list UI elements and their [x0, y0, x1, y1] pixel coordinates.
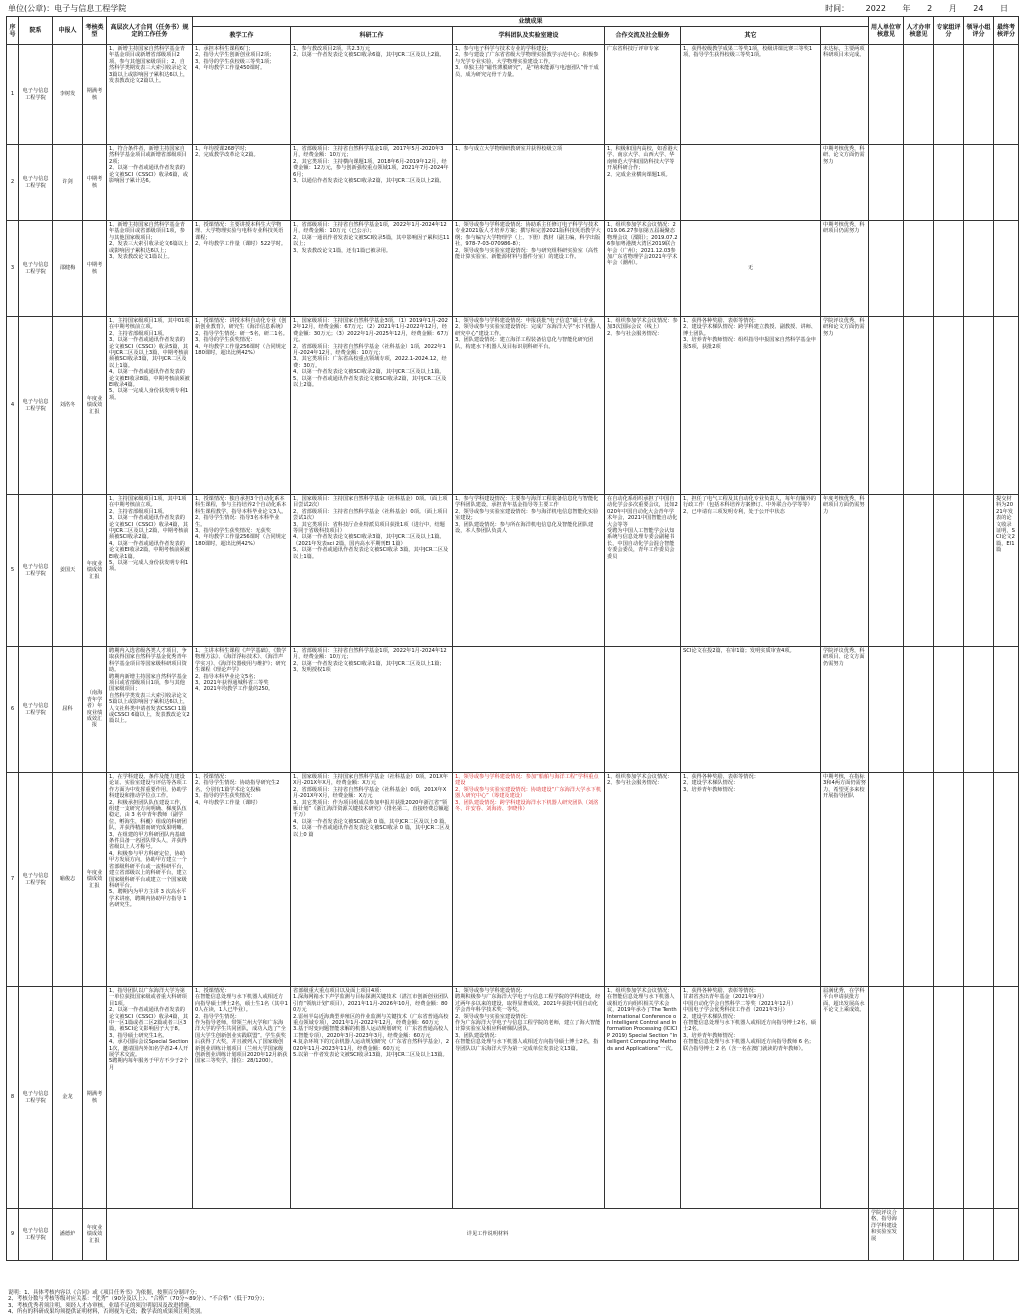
date-month: 2	[927, 4, 933, 13]
col-coop: 合作交流及社会服务	[605, 27, 681, 45]
cell-coop: 1、积极和国内高校，如香港大学、南京大学、山西大学、华南师范大学和国防科技大学等开展科研合作； 2、完成企业横向课题1项。	[605, 145, 681, 221]
cell-remark	[994, 145, 1019, 221]
cell-remark	[994, 45, 1019, 145]
cell-other	[681, 145, 821, 221]
cell-teaching: 1、授课情况： 在智能信息处理与水下机器人或相近方向指导硕士博士2名，硕士生1名（其中10人在读，1人已毕业）。 2、指导学生情况： 作为指导老师，带领兰州大学和广东海洋大学的学生共同团队，成功入选了“全国大学生创新创业实践联盟”。学生获奖后获得了大奖，并且被列入了国家级创新创业训练计划项目（兰州大学国家级创新创业训练计划项目2020年12月新获国家三等奖学，排位：28/1200）。	[193, 987, 291, 1209]
cell-seq: 8	[7, 987, 19, 1209]
date-day-unit: 日	[1000, 4, 1008, 13]
cell-team: 1、参与成立大学物理研教研室并获得校级立项	[453, 145, 605, 221]
date-year: 2022	[865, 4, 886, 13]
cell-type: 期满考核	[83, 987, 107, 1209]
cell-other: 1、获得各种奖励、表彰等情况： 甘肃省杰出青年基金（2021年9月） 中国自动化学会自然科学二等奖（2021年12月） 中国电子学会优秀科技工作者（2021年3月） 2、建设学术梯队情况： 在智能信息处理与水下机器人或相近方向指导博士2名，硕士2名。 3、培养青年教师情况： 在智能信息处理与水下机器人或相近方向指导教师 6 名；联合指导博士 2 名（含一名在澳门就读的青年教师）。	[681, 987, 821, 1209]
cell-dept: 电子与信息工程学院	[19, 987, 53, 1209]
cell-team	[453, 647, 605, 773]
col-office-opinion: 人才办审核意见	[904, 17, 934, 45]
cell-research: 1、国家级项目：主持国家自然科学基金3项，（1）2019年1月-2022年12月，经费金额：67万元；（2）2021年1月-2022年12月，经费金额：30万元；（3）2022年1月-2025年12月，经费金额：67万元。 2、省部级项目：主持省自然科学基金（社科基金）1项，2022年1月-2024年12月，经费金额：10万元； 3、其它类项目：广东省高校重点领域专项，2022.1-2024.12，经费：30万。 4、以第一作者发表论文被SCI收录2篇，其中JCR二区及以上1篇。 5、以第一作者或通讯作者发表论文被SCI收录2篇，其中JCR二区及以上2篇。	[291, 317, 453, 495]
table-row	[7, 987, 1019, 1209]
col-applicant: 申报人	[53, 17, 83, 45]
cell-office-opinion	[869, 495, 904, 647]
cell-other: 无	[681, 221, 821, 317]
date-label: 时间：	[825, 4, 850, 13]
cell-expert-score	[904, 221, 934, 317]
cell-research: 1、参与教改项目2项，共2.3万元 2、以第一作者发表论文被SCI收录6篇，其中JCR二区及以上2篇。	[291, 45, 453, 145]
cell-leader-score	[934, 221, 964, 317]
cell-research: 1、省部级项目：主持省自然科学基金1项，2022年1月-2024年12月，经费金额：10万元； 2、以第一作者发表论文被SCI收录1篇，其中JCR二区及以上1篇； 3、发明授权1项	[291, 647, 453, 773]
cell-dept: 电子与信息工程学院	[19, 145, 53, 221]
table-row	[7, 317, 1019, 495]
cell-remark	[994, 773, 1019, 987]
cell-dept: 电子与信息工程学院	[19, 495, 53, 647]
cell-team: 1、参与学科建设情况：主要参与海洋工程装备信息化与智能化学科团队建设，承担青年基金指导等主要工作 2、领导或参与实验室建设情况：参与海洋机电信息智能化实验室建设； 3、团队建设情况：参与所在海洋机电信息化及智能化团队建设，本人参团队负责人	[453, 495, 605, 647]
cell-unit-opinion: 未达标，主要两项科研项目未完成。	[821, 45, 869, 145]
cell-seq: 5	[7, 495, 19, 647]
cell-teaching: 1、年均授课268学时； 2、完成教学改革论文2篇。	[193, 145, 291, 221]
cell-dept: 电子与信息工程学院	[19, 647, 53, 773]
date-year-unit: 年	[902, 4, 911, 13]
cell-final-grade	[964, 987, 994, 1209]
cell-unit-opinion: 中期考核优秀，科研、论文方面仍需努力	[821, 145, 869, 221]
cell-type: 期满考核	[83, 45, 107, 145]
cell-coop: 1、组织参加学术会议情况： 在智能信息处理与水下机器人或相近方向组织相关学术会议，2019年承办了The Tenth International Conference on Intelligent Control and Information Processing (ICICIP 2019) Special Section “Intelligent Computing Methods and Applications”一次。	[605, 987, 681, 1209]
col-final-grade: 最终考核评分	[994, 17, 1019, 45]
cell-expert-score	[904, 45, 934, 145]
date-month-unit: 月	[948, 4, 957, 13]
cell-type: 年度业绩成效汇报	[83, 495, 107, 647]
cell-unit-opinion: 学院评议优秀，科研项目、论文方面仍需努力	[821, 647, 869, 773]
cell-teaching: 1、授课情况： 2、指导学生情况：协助指导研究生2名，分别有1篇学术论文投稿 3、指导的学生获奖情况： 4、年均教学工作量（课时）	[193, 773, 291, 987]
footnote-line: 说明：1、具体考核内容以《合同》或《项目任务书》为依据，按照百分制评分；	[8, 1290, 201, 1296]
cell-team: 1、领导或参与学科建设情况： 聘期积极参与广东海洋大学电子与信息工程学院的学科建设，经过两年多以来的建设，取得显著成效。2021年获批中国自动化学会青年科学技术奖一等奖。 2、领导或参与实验室建设情况： 作为广东海洋大学电子与信息工程学院的老师，建立了海大智能计算实验室及相应科研梯队团队。 3、团队建设情况： 在智能信息处理与水下机器人或相近方向指导硕士博士2名，指导团队以广东海洋大学为第一完成单位发表论文13篇。	[453, 987, 605, 1209]
col-other: 其它	[681, 27, 821, 45]
cell-task: 1、在学科建设、条件及能力建设论证、实验室建设与评估等各项工作方面为中发挥重要作用，协助学科建设和推动学位点工作。 2、积极承担团队队伍建设工作，组建一支研究方向明确、梯度队伍稳定，由 3 名中青年教师（副学位，孵海生，科覆）组成的科研团队，并获得精湛而研究成果明晰。 3、在组建的甲方科研团队内基础条件具备一名团队带头人，并获得省级以上人才称号。 4、积极参与甲方科研定位，协助甲方发展方向，协助甲方建立一个省部级科研平台或一流科研平台，建立省部级以上的科研平台，建立国家级科研平台或建立一个国家级科研平台。 5、聘期内为甲方主讲 3 次高水平学术讲座，聘期内协助甲方指导 1 名研究生。	[107, 773, 193, 987]
cell-coop: 1、组织参加学术会议情况：参加3次国际会议（线上） 2、参与社会服务情况：	[605, 317, 681, 495]
cell-teaching: 1、授课情况：讲授本科自动化专业《创新创业教育》，研究生《海洋信息系统》 2、指导学生情况：研一5名，研二1名。 3、指导的学生获奖情况： 4、年均教学工作量256课时（合同规定180课时，超出比例42%）	[193, 317, 291, 495]
col-expert-score: 专家组评分	[934, 17, 964, 45]
cell-coop: 广东省科技厅评审专家	[605, 45, 681, 145]
cell-office-opinion	[904, 1209, 934, 1261]
cell-final-grade	[964, 773, 994, 987]
cell-leader-score	[934, 145, 964, 221]
cell-type: 中期考核	[83, 221, 107, 317]
cell-unit-opinion: 学院评议合格，指导海洋学科建设和实验室发展	[869, 1209, 904, 1261]
cell-leader-score	[934, 987, 964, 1209]
table-row	[7, 45, 1019, 145]
col-research: 科研工作	[291, 27, 453, 45]
cell-type: （南海青年学者）年度业绩成效汇报	[83, 647, 107, 773]
col-unit-opinion: 用人单位审核意见	[869, 17, 904, 45]
cell-unit-opinion: 年度考核优秀，科研项目方面仍需努力	[821, 495, 869, 647]
cell-research: 省部级重大重点项目以及面上项目4项： 1.深海网箱水下声学监测与目标探测关键技术（湛江市创新创业团队引育“领航计划”项目），2021年11月-2026年10月，经费金额：800万元 2.雷州半岛近海典型养殖区的作业监测与关键技术（广东省普通高校重点领域专项），2021年1月-2022年12月，经费金额：60万元 3.基于时变问题智能求解的机器人运动规划研究（广东省普通高校人工智能专项），2020年3月-2023年3月，经费金额：60万元 4.复杂环境下的冗余机器人运动规划研究（广东省自然科学基金），2020年11月-2023年11月，经费金额：60万元 5.以第一作者发表论文被SCI收录13篇，其中JCR二区及以上13篇。	[291, 987, 453, 1209]
cell-remark	[994, 647, 1019, 773]
footnote-line: 3、考核优秀者须注明，须经人才办审核，业绩不足的须注明原因及改进措施。	[8, 1302, 195, 1309]
cell-final-grade	[964, 221, 994, 317]
cell-teaching: 1、承担本科生课程6门； 2、指导大学生创新创业项目2项； 3、指导的学生获校级三等奖1项； 4、年均教学工作量450课时。	[193, 45, 291, 145]
col-seq: 序号	[7, 17, 19, 45]
footnote-line: 4、所有的科研成果均须提供证明材料，否则视为无效；教学表的成果须注明类别。	[8, 1309, 206, 1316]
cell-research: 1、省部级项目：主持省自然科学基金1项，2017年5月-2020年3月，经费金额：10万元； 2、其它类项目：主持横向课题1项，2018年6月-2019年12月，经费金额：12万元，参与创新强校重点领域1项，2021年7月-2024年6月； 3、以通信作者发表论文被SCI收录2篇，其中JCR二区及以上2篇。	[291, 145, 453, 221]
table-row	[7, 647, 1019, 773]
cell-remark	[994, 317, 1019, 495]
cell-unit-opinion: 学院评议优秀，科研和论文方面仍需努力	[821, 317, 869, 495]
cell-name: 刘洺冬	[53, 317, 83, 495]
header-row-1	[7, 17, 1019, 27]
cell-type: 年度业绩成效汇报	[83, 317, 107, 495]
cell-remark: 提交材料为2021年发表的论文收录证明，SCI论文2篇，EI1篇	[994, 495, 1019, 647]
cell-task: 聘期内入选省级各类人才项目，争取获得国家自然科学基金优秀青年科学基金项目等国家级科研项目资助。 聘期内新增主持国家自然科学基金项目或省部级项目1项，参与其他国家级项目； 自然科学类发表三大索引收录论文5篇以上或影响因子累积达6以上，人文社科类申请者发表CSSCI 1篇或CSSCI 6篇以上，发表教改论文2篇以上。	[107, 647, 193, 773]
cell-office-opinion	[869, 987, 904, 1209]
cell-dept: 电子与信息工程学院	[19, 221, 53, 317]
table-row	[7, 495, 1019, 647]
cell-office-opinion	[869, 145, 904, 221]
cell-research: 1、省部级项目：主持省自然科学基金1项，2022年1月-2024年12月，经费金额：10万元（已公示）； 2、以第一通讯作者发表论文被SCI收录5篇，其中影响因子累积达11以上； 3、发表教改论文1篇，还有1篇已被录用。	[291, 221, 453, 317]
unit-label: 单位(公章)：电子与信息工程学院	[8, 4, 127, 13]
table-row	[7, 145, 1019, 221]
cell-team: 1、领导或参与学科建设情况：协助系主任修订电子科学与技术专业2021版人才培养方案；撰写和完善2021版科技英语教学大纲；参与编写大学物理学（上、下册）教材（副主编，科学出版社，978-7-03-070986-8）； 2、领导或参与实验室建设情况：参与研究组科研实验室（高性能计算实验室、新能源材料与器件分室）的建设工作。	[453, 221, 605, 317]
cell-expert-score	[934, 1209, 964, 1261]
cell-task: 1、主持国家级项目1项，其中01项在中期考核前立项。 2、主持省部级项目1项。 3、以第一作者或通讯作者发表的论文被SCI（CSSCI）收录5篇，其中JCR二区及以上3篇，中期考核前须被SCI收录3篇，其中JCR二区及以上1篇。 4、以第一作者或通讯作者发表的论文被EI收录8篇，中期考核前须被EI收录4篇。 5、以第一完成人身份获发明专利1项。	[107, 317, 193, 495]
cell-type: 年度业绩成效汇报	[83, 773, 107, 987]
col-task: 高层次人才合同（任务书）规定的工作任务	[107, 17, 193, 45]
cell-other: 1、担任了电气工程及其自动化专业负责人，每年有额外的行政工作（包括本科培养方案修订、中外联合办学等等） 2、已申请有三项发明专利，处于公开中状态	[681, 495, 821, 647]
cell-name: 金龙	[53, 987, 83, 1209]
cell-expert-score	[904, 145, 934, 221]
cell-name: 姜国天	[53, 495, 83, 647]
date-day: 24	[973, 4, 984, 13]
cell-task: 1、符合条件者，新增主持国家自然科学基金项目或新增省部级项目2项； 2、以第一作者或通讯作者发表的论文被SCI（CSSCI）收录6篇，或影响因子累计达6。	[107, 145, 193, 221]
col-type: 考核类型	[83, 17, 107, 45]
cell-coop: 在自动化系组织承担了中国自动化学会多次重要会议，比如2020年中国自动化大会青年学术年会，2021中国智能自动化大会等等 受聘为中国人工智能学会认知系统与信息处理专委会副秘书长，中国自动化学会混合智能专委会委员，青年工作委员会委员	[605, 495, 681, 647]
cell-other: 1、获得各种奖励、表彰等情况： 2、建设学术梯队情况：跨学科建立教授、副教授、讲师、博士团队。 3、培养青年教师情况：组织指导申报国家自然科学基金申报5项，获批2项	[681, 317, 821, 495]
col-team: 学科团队及实验室建设	[453, 27, 605, 45]
cell-type: 中期考核	[83, 145, 107, 221]
cell-task: 1、新增主持国家自然科学基金青年基金项目或新增省部级项目2项，参与其他国家级项目；2、自然科学类期发表三大索引收录论文3篇以上或影响因子累积达6以上，发表教改论文2篇以上。	[107, 45, 193, 145]
cell-remark	[994, 987, 1019, 1209]
cell-leader-score	[964, 1209, 994, 1261]
cell-dept: 电子与信息工程学院	[19, 45, 53, 145]
cell-seq: 7	[7, 773, 19, 987]
cell-coop	[605, 647, 681, 773]
cell-final-grade	[964, 145, 994, 221]
cell-name: 潘德炉	[53, 1209, 83, 1261]
cell-research: 1、国家级项目：主持国家自然科学基金（社科基金）0项。（面上项目尝试2次） 2、省部级项目：主持省自然科学基金（社科基金）0项。（面上项目尝试1次） 3、其它类项目：省科技厅企业特派员项目获批1项（进行中，结题等同于省级科技项目） 4、以第一作者发表论文被SCI收录3篇，其中JCR二区及以上1篇。（2021年发表sci 2篇，国内高水平期刊EI 1篇） 5、以第一作者或通讯作者发表论文被SCI收录 3篇，其中JCR二区及以上1篇。	[291, 495, 453, 647]
cell-unit-opinion: 届满优秀，在学科平台申请获批方面，超出发展高水平论文上乘成效。	[821, 987, 869, 1209]
cell-office-opinion	[869, 647, 904, 773]
cell-expert-score	[904, 317, 934, 495]
cell-office-opinion	[869, 45, 904, 145]
cell-remark	[994, 221, 1019, 317]
cell-name: 屈科	[53, 647, 83, 773]
cell-other: 1、获得各种奖励、表彰等情况： 2、建设学术梯队情况： 3、培养青年教师情况：	[681, 773, 821, 987]
cell-research: 1、国家级项目：主持国家自然科学基金（社科基金）0项，201X年X月-201X年X月，经费金额：X万元 2、省部级项目：主持省自然科学基金（社科基金）0项，201X年X月-201X年X月，经费金额：X万元 3、其它类项目：作为项目组成员参加申报并获批2020年浙江省“领雁计划”《浙江海洋资源关键技术研究》（排名第二，直接经费总额超千万） 4、以第一作者发表论文被SCI收录 0 篇，其中JCR二区及以上0 篇。 5、以第一作者或通讯作者发表论文被SCI收录 0 篇，其中JCR二区及以上0 篇	[291, 773, 453, 987]
table-row	[7, 1209, 1019, 1261]
cell-leader-score	[934, 495, 964, 647]
cell-seq: 4	[7, 317, 19, 495]
cell-team: 1、领导或参与学科建设情况：参加“船舶与海洋工程”学科重点建设 2、领导或参与实验室建设情况：协助建设“广东海洋大学水下机器人研究中心”（筹建及建设） 3、团队建设情况：跨学科建设海洋水下机器人研究团队（刘洺冬、许安春、刘海涛、李晓伟）	[453, 773, 605, 987]
cell-task: 1、主持国家级项目1项，其中1项在中期考核前立项。 2、主持省部级项目1项。 3、以第一作者或通讯作者发表的论文被SCI（CSSCI）收录4篇，其中JCR二区及以上2篇，中期考核前须被SCI收录2篇。 4、以第一作者或通讯作者发表的论文被EI收录2篇，中期考核前须被EI收录1篇。 5、以第一完成人身份获发明专利1项。	[107, 495, 193, 647]
cell-final-grade	[964, 647, 994, 773]
cell-type: 年度业绩成效汇报	[83, 1209, 107, 1261]
cell-task: 1、指导团队以广东海洋大学为第一单位获批国家级或者重大科研项目1项。 2、以第一作者或通讯作者发表的论文被SCI（CSSCI）收录4篇，其中一区1篇或者二区2篇或者三区3篇，被SCI论文影响因子大于8。 3、指导硕士研究生1名。 4、承办国际会议Special Section 1次，邀请国内外知名学者2-4人开展学术交流。 5聘期内每年服务于甲方不少于2个月	[107, 987, 193, 1209]
col-leader-score: 领导小组评分	[964, 17, 994, 45]
cell-expert-score	[904, 647, 934, 773]
cell-leader-score	[934, 647, 964, 773]
cell-expert-score	[904, 987, 934, 1209]
cell-leader-score	[934, 317, 964, 495]
cell-teaching: 1、授课情况：独自承担3个自动化系本科生课程，参与主持培养2个自动化系本科生课程教学，指导本科毕业论文3人。 2、指导学生情况：指导3名本科毕业生。 3、指导的学生获奖情况：无获奖 4、年均教学工作量256课时（合同规定180课时，超出比例42%）	[193, 495, 291, 647]
cell-team: 1、参与电子科学与技术专业的学科建设； 2、参与建设了广东省省级大学物理实验教学示范中心；积极参与光学专业实验、大学物理实验建设工作。 3、单独主持“磁性薄膜研究”，是“纳米能源与电池团队”骨干成员，成为研究完骨干力量。	[453, 45, 605, 145]
cell-expert-score	[904, 495, 934, 647]
cell-expert-score	[904, 773, 934, 987]
cell-teaching: 1、授课情况：主要讲授本科生大学物理、大学物理实验与电科专业科技英语课程； 2、年均教学工作量（课时）522学时。	[193, 221, 291, 317]
cell-other: SCI论文在投2篇，在审1篇；发明实质审查4项。	[681, 647, 821, 773]
col-results-group: 业绩成果	[193, 17, 869, 27]
cell-name: 邵健梅	[53, 221, 83, 317]
cell-seq: 9	[7, 1209, 19, 1261]
cell-merged-results: 详见工作说明材料	[107, 1209, 869, 1261]
cell-final-grade	[964, 495, 994, 647]
cell-final-grade	[964, 45, 994, 145]
assessment-table	[6, 16, 1019, 1261]
document-header	[8, 3, 1016, 15]
cell-other: 1、获得校级教学成果二等奖1项，校级讲课比赛三等奖1项，指导学生获得校级三等奖1项。	[681, 45, 821, 145]
cell-team: 1、领导或参与学科建设情况：申报获批“电子信息”硕士专业。 2、领导或参与实验室建设情况：完成广东海洋大学“水下机器人研究中心”建设工作。 3、团队建设情况：建立海洋工程装备信息化与智能化研究团队，构建水下机器人及目标识别科研平台。	[453, 317, 605, 495]
cell-leader-score	[934, 773, 964, 987]
date-line	[811, 3, 1008, 15]
footnotes	[8, 1290, 268, 1316]
cell-office-opinion	[869, 221, 904, 317]
cell-seq: 2	[7, 145, 19, 221]
cell-teaching: 1、主讲本科生课程《声学基础》、《数学物理方法》、《海洋浮标技术》、《海洋声学实习》、《海洋仪器使用与维护》；研究生课程《理论声学》 2、指导本科毕业论文5名； 3、2021年获得通城科省三等奖 4、2021年均教学工作量的250。	[193, 647, 291, 773]
footnote-line: 2、考核分数与考核等级对应关系：“优秀”（90分及以上）、“合格”（70分~89分）、“不合格”（低于70分）；	[8, 1296, 268, 1303]
cell-name: 李树发	[53, 45, 83, 145]
cell-coop: 1、组织参加学术会议情况：2019.06.27参加第五届凝聚态物理会议（溧阳）；2019.07.26参加粤港澳大湾区2019联合年会（广州）；2021.12.03参加广东省物理学会2021年学术年会（潮州）。	[605, 221, 681, 317]
table-row	[7, 773, 1019, 987]
cell-unit-opinion: 中期考核优秀，科研项目仍需努力	[821, 221, 869, 317]
col-teaching: 教学工作	[193, 27, 291, 45]
col-dept: 院系	[19, 17, 53, 45]
cell-unit-opinion: 中期考核，在指标3和4两方面仍需努力，希望更多来校开展指导团队	[821, 773, 869, 987]
cell-office-opinion	[869, 317, 904, 495]
cell-name: 许剑	[53, 145, 83, 221]
cell-dept: 电子与信息工程学院	[19, 773, 53, 987]
cell-dept: 电子与信息工程学院	[19, 317, 53, 495]
cell-office-opinion	[869, 773, 904, 987]
table-row	[7, 221, 1019, 317]
cell-seq: 1	[7, 45, 19, 145]
cell-dept: 电子与信息工程学院	[19, 1209, 53, 1261]
cell-leader-score	[934, 45, 964, 145]
cell-seq: 6	[7, 647, 19, 773]
cell-final-grade	[964, 317, 994, 495]
cell-coop: 1、组织参加学术会议情况： 2、参与社会服务情况：	[605, 773, 681, 987]
cell-seq: 3	[7, 221, 19, 317]
cell-final-grade	[994, 1209, 1019, 1261]
cell-name: 喻俊志	[53, 773, 83, 987]
cell-task: 1、新增主持国家自然科学基金青年基金项目或省部级项目1项，参与其他国家级项目； 2、发表三大索引收录论文6篇以上或影响因子累积达6以上； 3、发表教改论文1篇以上。	[107, 221, 193, 317]
